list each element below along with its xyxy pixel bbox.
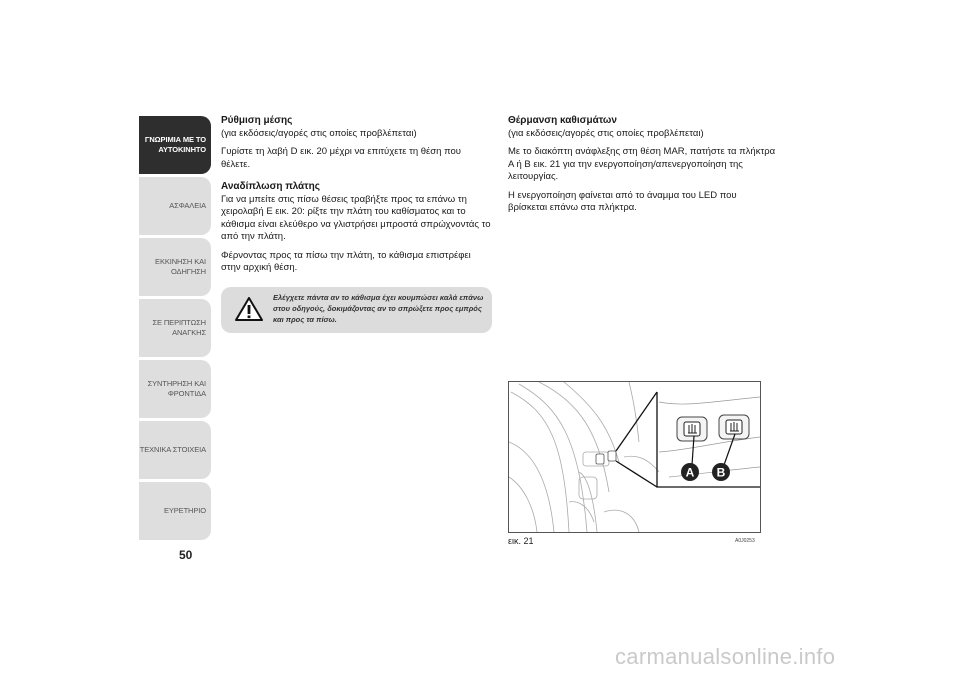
- tab-technical[interactable]: [139, 421, 211, 479]
- tilt-text-2: Φέρνοντας προς τα πίσω την πλάτη, το κάθισμα επιστρέφει στην αρχική θέση.: [221, 249, 471, 273]
- lumbar-title: Ρύθμιση μέσης: [221, 115, 293, 126]
- chapter-tabs: [139, 116, 211, 543]
- heating-subtitle: (για εκδόσεις/αγορές στις οποίες προβλέπεται): [508, 127, 704, 139]
- heating-title: Θέρμανση καθισμάτων: [508, 115, 617, 126]
- tab-safety[interactable]: [139, 177, 211, 235]
- label-b: B: [716, 465, 726, 480]
- warning-box: [221, 287, 492, 333]
- tab-label: ΕΥΡΕΤΗΡΙΟ: [163, 506, 206, 515]
- tab-label: ΕΚΚΙΝΗΣΗ ΚΑΙ ΟΔΗΓΗΣΗ: [155, 257, 206, 276]
- heating-text-1: Με το διακόπτη ανάφλεξης στη θέση MAR, πατήστε τα πλήκτρα A ή B εικ. 21 για την ενεργοποίηση/απενεργοποίηση της λειτουργίας.: [508, 146, 776, 182]
- tab-emergency[interactable]: [139, 299, 211, 357]
- tab-label: ΓΝΩΡΙΜΙΑ ΜΕ ΤΟ ΑΥΤΟΚΙΝΗΤΟ: [144, 135, 206, 154]
- left-column: [221, 115, 491, 281]
- tilt-text-1: Για να μπείτε στις πίσω θέσεις τραβήξτε προς τα επάνω τη χειρολαβή E εικ. 20: ρίξτε την πλάτη του καθίσματος και το κάθισμα είναι ελεύθερο να γλιστρήσει μπροστά σπρώχνοντάς το από την πλάτη.: [221, 193, 491, 242]
- lumbar-subtitle: (για εκδόσεις/αγορές στις οποίες προβλέπεται): [221, 127, 417, 139]
- warning-triangle-icon: [235, 297, 263, 321]
- right-column: [508, 115, 778, 221]
- tilt-title: Αναδίπλωση πλάτης: [221, 181, 320, 192]
- warning-text: Ελέγχετε πάντα αν το κάθισμα έχει κουμπώσει καλά επάνω στου οδηγούς, δοκιμάζοντας αν το σπρώξετε προς εμπρός και προς τα πίσω.: [273, 293, 484, 324]
- label-a: A: [685, 465, 695, 480]
- tab-index[interactable]: [139, 482, 211, 540]
- lumbar-text: Γυρίστε τη λαβή D εικ. 20 μέχρι να επιτύχετε τη θέση που θέλετε.: [221, 146, 461, 170]
- tab-maintenance[interactable]: [139, 360, 211, 418]
- tab-starting-driving[interactable]: [139, 238, 211, 296]
- heating-text-2: Η ενεργοποίηση φαίνεται από το άναμμα του LED που βρίσκεται επάνω στα πλήκτρα.: [508, 189, 737, 213]
- tab-label: ΣΥΝΤΗΡΗΣΗ ΚΑΙ ΦΡΟΝΤΙΔΑ: [147, 379, 206, 398]
- figure-caption: εικ. 21: [508, 536, 534, 546]
- page-number: 50: [179, 548, 193, 562]
- figure-code: A0J0253: [735, 538, 755, 544]
- figure-21: [508, 381, 761, 533]
- tab-label: ΑΣΦΑΛΕΙΑ: [169, 201, 206, 210]
- seat-heater-illustration: [509, 382, 760, 532]
- tab-getting-to-know[interactable]: [139, 116, 211, 174]
- tab-label: ΣΕ ΠΕΡΙΠΤΩΣΗ ΑΝΑΓΚΗΣ: [152, 318, 206, 337]
- tab-label: ΤΕΧΝΙΚΑ ΣΤΟΙΧΕΙΑ: [139, 445, 206, 454]
- watermark: carmanualsonline.info: [615, 644, 836, 669]
